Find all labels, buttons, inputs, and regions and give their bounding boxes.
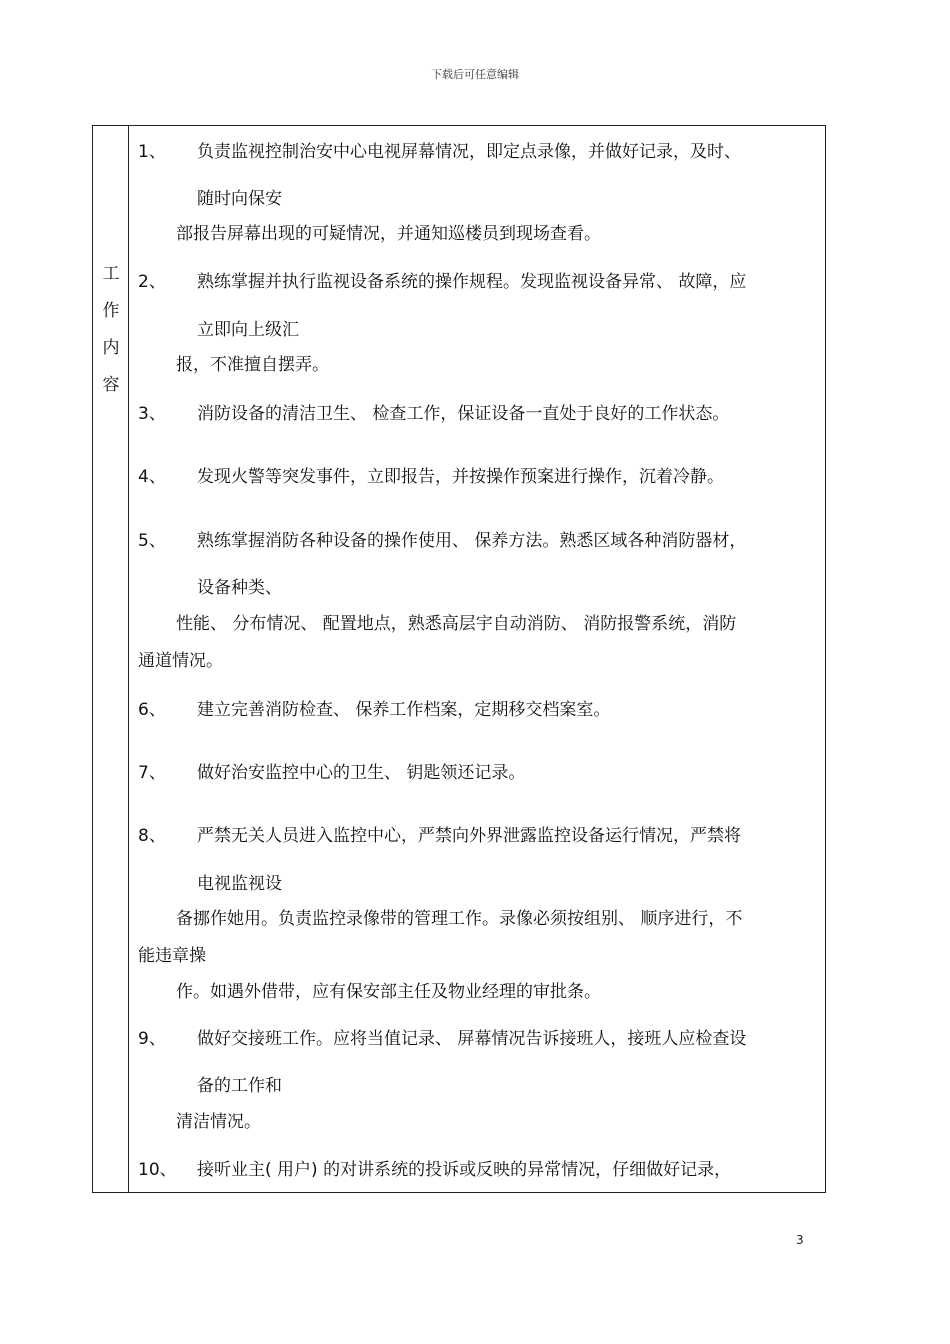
item-text-line: 设备种类、 — [197, 578, 282, 598]
item-text-line: 严禁无关人员进入监控中心，严禁向外界泄露监控设备运行情况，严禁将 — [197, 826, 741, 846]
item-text-line: 作。如遇外借带，应有保安部主任及物业经理的审批条。 — [176, 982, 601, 1002]
item-text-line: 电视监视设 — [197, 874, 282, 894]
item-text-line: 做好交接班工作。应将当值记录、 屏幕情况告诉接班人，接班人应检查设 — [197, 1029, 747, 1049]
page-number: 3 — [796, 1233, 804, 1247]
item-text-line: 做好治安监控中心的卫生、 钥匙领还记录。 — [197, 763, 526, 783]
item-text-line: 接听业主( 用户) 的对讲系统的投诉或反映的异常情况，仔细做好记录， — [197, 1160, 732, 1180]
item-text-line: 熟练掌握并执行监视设备系统的操作规程。发现监视设备异常、 故障，应 — [197, 272, 747, 292]
item-text-line: 报，不准擅自摆弄。 — [176, 355, 329, 375]
item-text-line: 备的工作和 — [197, 1076, 282, 1096]
item-number: 6、 — [138, 700, 166, 720]
page-header: 下载后可任意编辑 — [431, 68, 519, 81]
item-text-line: 负责监视控制治安中心电视屏幕情况，即定点录像，并做好记录，及时、 — [197, 142, 741, 162]
item-number: 9、 — [138, 1029, 166, 1049]
item-number: 2、 — [138, 272, 166, 292]
item-number: 7、 — [138, 763, 166, 783]
column-divider — [128, 125, 129, 1193]
item-text-line: 备挪作她用。负责监控录像带的管理工作。录像必须按组别、 顺序进行，不 — [176, 909, 743, 929]
item-text-line: 熟练掌握消防各种设备的操作使用、 保养方法。熟悉区域各种消防器材， — [197, 531, 747, 551]
item-number: 5、 — [138, 531, 166, 551]
item-text-line: 性能、 分布情况、 配置地点，熟悉高层宇自动消防、 消防报警系统，消防 — [176, 614, 737, 634]
item-text-line: 发现火警等突发事件，立即报告，并按操作预案进行操作，沉着冷静。 — [197, 467, 724, 487]
side-label-char: 作 — [102, 301, 120, 321]
item-text-line: 随时向保安 — [197, 189, 282, 209]
item-text-line: 立即向上级汇 — [197, 320, 299, 340]
item-text-line: 建立完善消防检查、 保养工作档案，定期移交档案室。 — [197, 700, 611, 720]
item-number: 10、 — [138, 1160, 177, 1180]
item-text-line: 通道情况。 — [138, 651, 223, 671]
side-label-char: 容 — [102, 375, 120, 395]
side-label-char: 内 — [102, 338, 120, 358]
item-number: 4、 — [138, 467, 166, 487]
item-text-line: 能违章操 — [138, 946, 206, 966]
item-text-line: 消防设备的清洁卫生、 检查工作，保证设备一直处于良好的工作状态。 — [197, 404, 730, 424]
item-number: 1、 — [138, 142, 166, 162]
item-number: 8、 — [138, 826, 166, 846]
side-label-char: 工 — [102, 264, 120, 284]
item-text-line: 部报告屏幕出现的可疑情况，并通知巡楼员到现场查看。 — [176, 224, 601, 244]
item-text-line: 清洁情况。 — [176, 1112, 261, 1132]
item-number: 3、 — [138, 404, 166, 424]
side-label-work-content — [98, 256, 124, 404]
